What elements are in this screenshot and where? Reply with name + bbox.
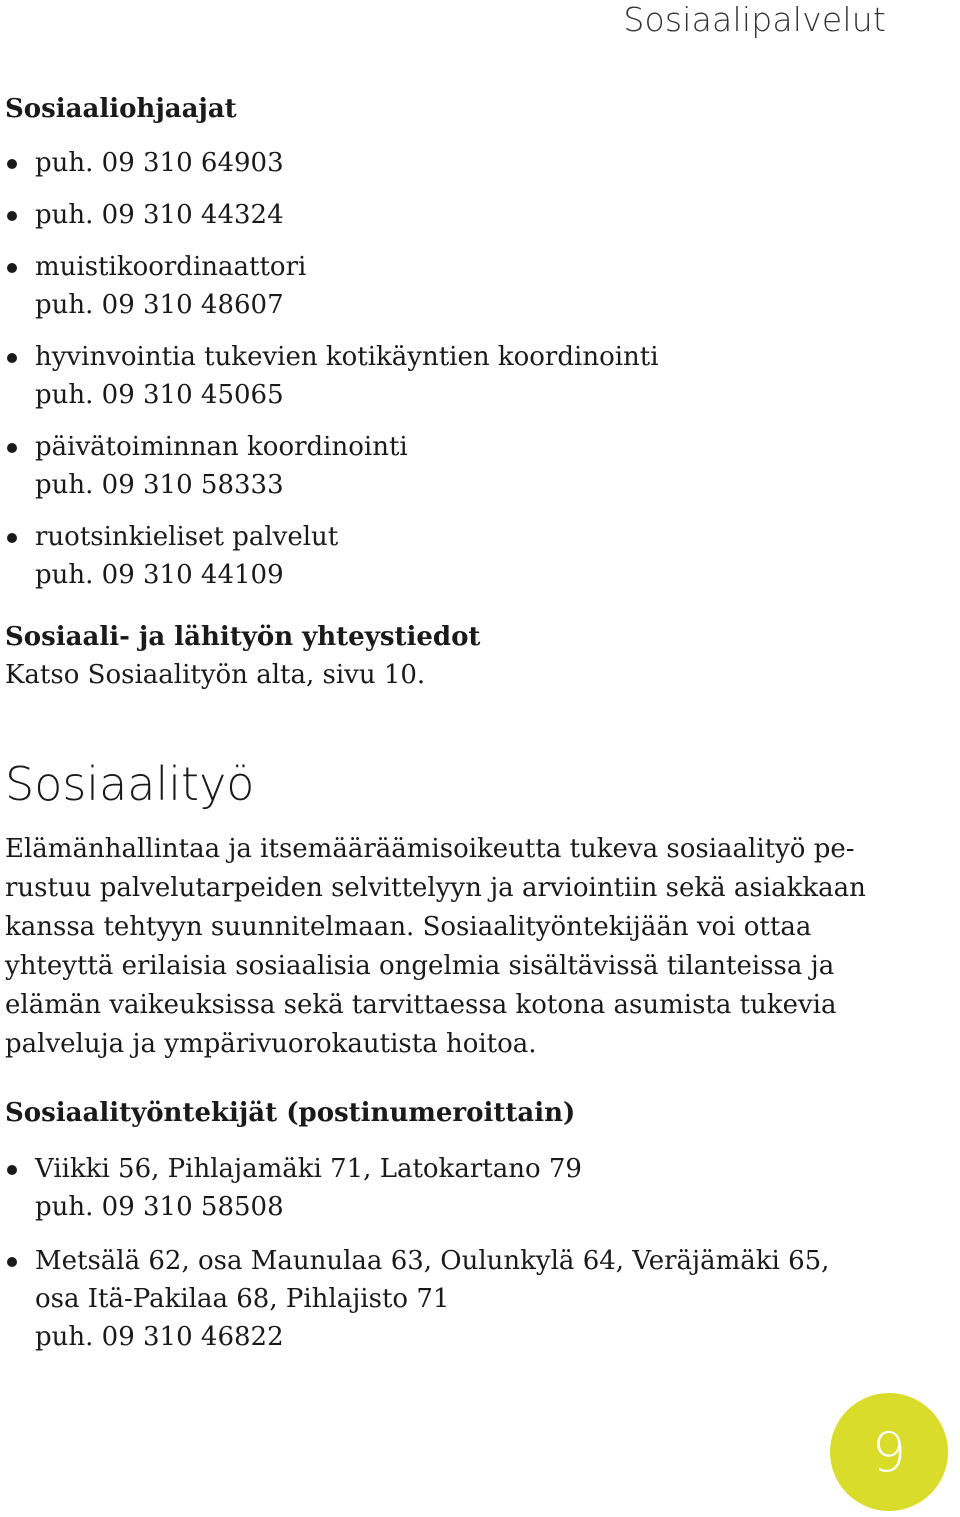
list-item <box>5 428 895 504</box>
cross-reference-text: Katso Sosiaalityön alta, sivu 10. <box>5 660 426 690</box>
list-item-line: Metsälä 62, osa Maunulaa 63, Oulunkylä 64, Veräjämäki 65, <box>35 1246 830 1276</box>
bullet-icon <box>7 159 17 169</box>
list-item-line: puh. 09 310 44324 <box>35 200 284 230</box>
list-item <box>5 144 895 182</box>
bullet-icon <box>7 1257 17 1267</box>
bullet-icon <box>7 533 17 543</box>
bullet-icon <box>7 443 17 453</box>
sosiaalityontekijat-list <box>5 1150 895 1356</box>
list-item-line: hyvinvointia tukevien kotikäyntien koordinointi <box>35 342 659 372</box>
page-number-badge <box>830 1393 948 1511</box>
list-item <box>5 338 895 414</box>
bullet-icon <box>7 211 17 221</box>
phone-number[interactable]: puh. 09 310 44109 <box>35 560 284 590</box>
sosiaaliohjaajat-list <box>5 144 895 594</box>
bullet-icon <box>7 353 17 363</box>
section-heading-yhteystiedot: Sosiaali- ja lähityön yhteystiedot <box>5 622 481 652</box>
page-number: 9 <box>871 1420 907 1484</box>
phone-number[interactable]: puh. 09 310 58333 <box>35 470 284 500</box>
section-heading-sosiaaliohjaajat: Sosiaaliohjaajat <box>5 94 237 124</box>
list-item-line: muistikoordinaattori <box>35 252 307 282</box>
bullet-icon <box>7 1165 17 1175</box>
phone-number[interactable]: puh. 09 310 58508 <box>35 1192 284 1222</box>
phone-number[interactable]: puh. 09 310 48607 <box>35 290 284 320</box>
body-paragraph <box>5 830 895 1064</box>
bullet-icon <box>7 263 17 273</box>
page-content <box>5 90 895 1356</box>
paragraph-line: rustuu palvelutarpeiden selvittelyyn ja arviointiin sekä asiakkaan <box>5 873 866 903</box>
paragraph-line: palveluja ja ympärivuorokautista hoitoa. <box>5 1029 537 1059</box>
paragraph-line: Elämänhallintaa ja itsemääräämisoikeutta tukeva sosiaalityö pe- <box>5 834 855 864</box>
list-item <box>5 1150 895 1226</box>
paragraph-line: elämän vaikeuksissa sekä tarvittaessa kotona asumista tukevia <box>5 990 837 1020</box>
paragraph-line: kanssa tehtyyn suunnitelmaan. Sosiaalityöntekijään voi ottaa <box>5 912 812 942</box>
list-item <box>5 518 895 594</box>
list-item <box>5 1242 895 1356</box>
subheading-rest: (postinumeroittain) <box>277 1098 576 1128</box>
list-item-line: ruotsinkieliset palvelut <box>35 522 339 552</box>
section-title-sosiaalityo: Sosiaalityö <box>5 757 255 811</box>
phone-number[interactable]: puh. 09 310 45065 <box>35 380 284 410</box>
list-item-line: osa Itä-Pakilaa 68, Pihlajisto 71 <box>35 1284 450 1314</box>
list-item <box>5 248 895 324</box>
list-item-line: puh. 09 310 64903 <box>35 148 284 178</box>
list-item-line: Viikki 56, Pihlajamäki 71, Latokartano 79 <box>35 1154 582 1184</box>
sosiaalityontekijat-heading <box>5 1094 895 1132</box>
paragraph-line: yhteyttä erilaisia sosiaalisia ongelmia sisältävissä tilanteissa ja <box>5 951 835 981</box>
running-header: Sosiaalipalvelut <box>623 0 886 39</box>
list-item-line: päivätoiminnan koordinointi <box>35 432 408 462</box>
phone-number[interactable]: puh. 09 310 46822 <box>35 1322 284 1352</box>
list-item <box>5 196 895 234</box>
subheading-bold: Sosiaalityöntekijät <box>5 1098 278 1128</box>
